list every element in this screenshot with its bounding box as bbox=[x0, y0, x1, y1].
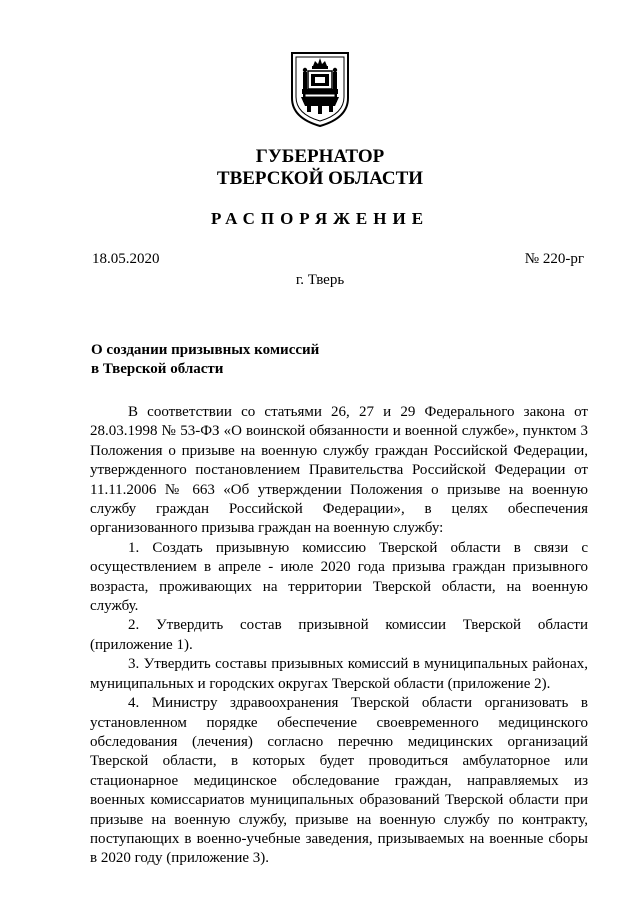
document-type: РАСПОРЯЖЕНИЕ bbox=[210, 209, 430, 228]
body-paragraph-4: 4. Министру здравоохранения Тверской области организовать в установленном порядке обеспечение своевременного медицинского обследования (лечения) согласно перечню медицинских организаций Тверской области, в которых будет проводиться амбулаторное или стационарное медицинское обследование граждан, направляемых из военных комиссариатов муниципальных образований Тверской области при призыве на военную службу, призыве на военную службу по контракту, поступающих в военно-учебные заведения, призываемых на военные сборы в 2020 году (приложение 3). bbox=[90, 695, 588, 867]
body-paragraph-1: 1. Создать призывную комиссию Тверской области в связи с осуществлением в апреле - июле 2020 года призыва граждан призывного возраста, проживающих на территории Тверской области, на военную службу. bbox=[90, 539, 588, 615]
tver-coat-of-arms-icon bbox=[289, 50, 351, 128]
body-paragraph-3: 3. Утвердить составы призывных комиссий в муниципальных районах, муниципальных и городских округах Тверской области (приложение 2). bbox=[90, 656, 588, 692]
document-city: г. Тверь bbox=[295, 272, 345, 288]
issuer-title-line1: ГУБЕРНАТОР bbox=[255, 146, 385, 167]
issuer-title-line2: ТВЕРСКОЙ ОБЛАСТИ bbox=[216, 168, 424, 189]
subject-line1: О создании призывных комиссий bbox=[91, 342, 320, 358]
subject-line2: в Тверской области bbox=[91, 361, 224, 377]
document-number: № 220-рг bbox=[524, 251, 584, 267]
body-paragraph-preamble: В соответствии со статьями 26, 27 и 29 Федерального закона от 28.03.1998 № 53-ФЗ «О воинской обязанности и военной службе», пунктом 3 Положения о призыве на военную службу граждан Российской Федерации, утвержденного постановлением Правительства Российской Федерации от 11.11.2006 № 663 «Об утверждении Положения о призыве на военную службу граждан Российской Федерации», в целях обеспечения организованного призыва граждан на военную службу: bbox=[90, 404, 588, 537]
document-date: 18.05.2020 bbox=[92, 251, 160, 267]
document-subject bbox=[91, 341, 391, 379]
document-body bbox=[90, 403, 588, 869]
body-paragraph-2: 2. Утвердить состав призывной комиссии Тверской области (приложение 1). bbox=[90, 617, 588, 653]
